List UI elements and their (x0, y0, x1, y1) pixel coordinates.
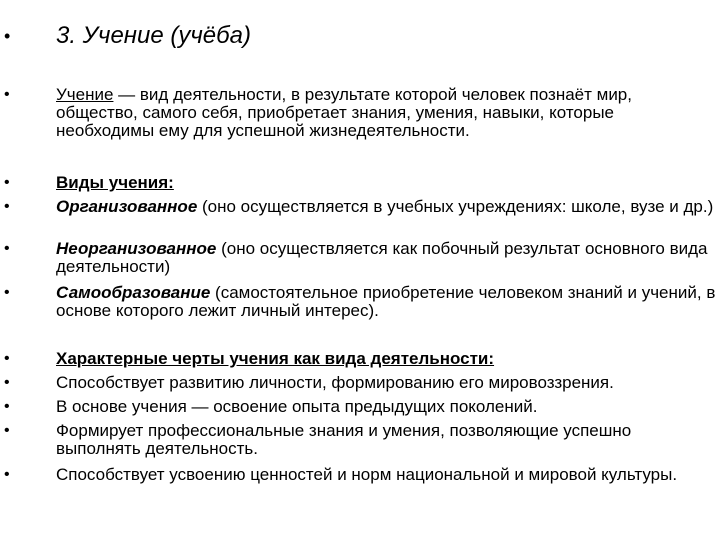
definition-text (56, 86, 716, 140)
feature-text: Формирует профессиональные знания и умения, позволяющие успешно выполнять деятельность. (56, 421, 632, 458)
kinds-heading-text: Виды учения: (56, 173, 174, 192)
bullet-icon: • (4, 466, 10, 483)
bullet-icon: • (4, 26, 11, 46)
definition-body: — вид деятельности, в результате которой человек познаёт мир, общество, самого себя, приобретает знания, умения, навыки, которые необходимы ему для успешной жизнедеятельности. (56, 85, 632, 140)
bullet-icon: • (4, 240, 10, 257)
kinds-heading (56, 174, 716, 192)
kind-item-text (56, 198, 716, 216)
kind-term: Неорганизованное (56, 239, 217, 258)
feature-text: В основе учения — освоение опыта предыдущих поколений. (56, 397, 538, 416)
features-heading (56, 350, 716, 368)
kind-description: (оно осуществляется в учебных учреждениях: школе, вузе и др.) (197, 197, 714, 216)
bullet-icon: • (4, 284, 10, 301)
kind-description: (самостоятельное приобретение человеком знаний и учений, в основе которого лежит личный интерес). (56, 283, 716, 320)
bullet-icon: • (4, 86, 10, 103)
kind-item-text (56, 240, 716, 276)
slide-title: 3. Учение (учёба) (56, 22, 251, 49)
feature-text: Способствует развитию личности, формированию его мировоззрения. (56, 373, 614, 392)
kind-item-text (56, 284, 716, 320)
bullet-icon: • (4, 350, 10, 367)
bullet-icon: • (4, 198, 10, 215)
definition-term: Учение (56, 85, 114, 104)
bullet-icon: • (4, 398, 10, 415)
bullet-icon: • (4, 174, 10, 191)
bullet-icon: • (4, 374, 10, 391)
kind-term: Самообразование (56, 283, 211, 302)
bullet-icon: • (4, 422, 10, 439)
kind-term: Организованное (56, 197, 198, 216)
feature-text: Способствует усвоению ценностей и норм национальной и мировой культуры. (56, 465, 678, 484)
features-heading-text: Характерные черты учения как вида деятельности: (56, 349, 495, 368)
kind-description: (оно осуществляется как побочный результат основного вида деятельности) (56, 239, 708, 276)
